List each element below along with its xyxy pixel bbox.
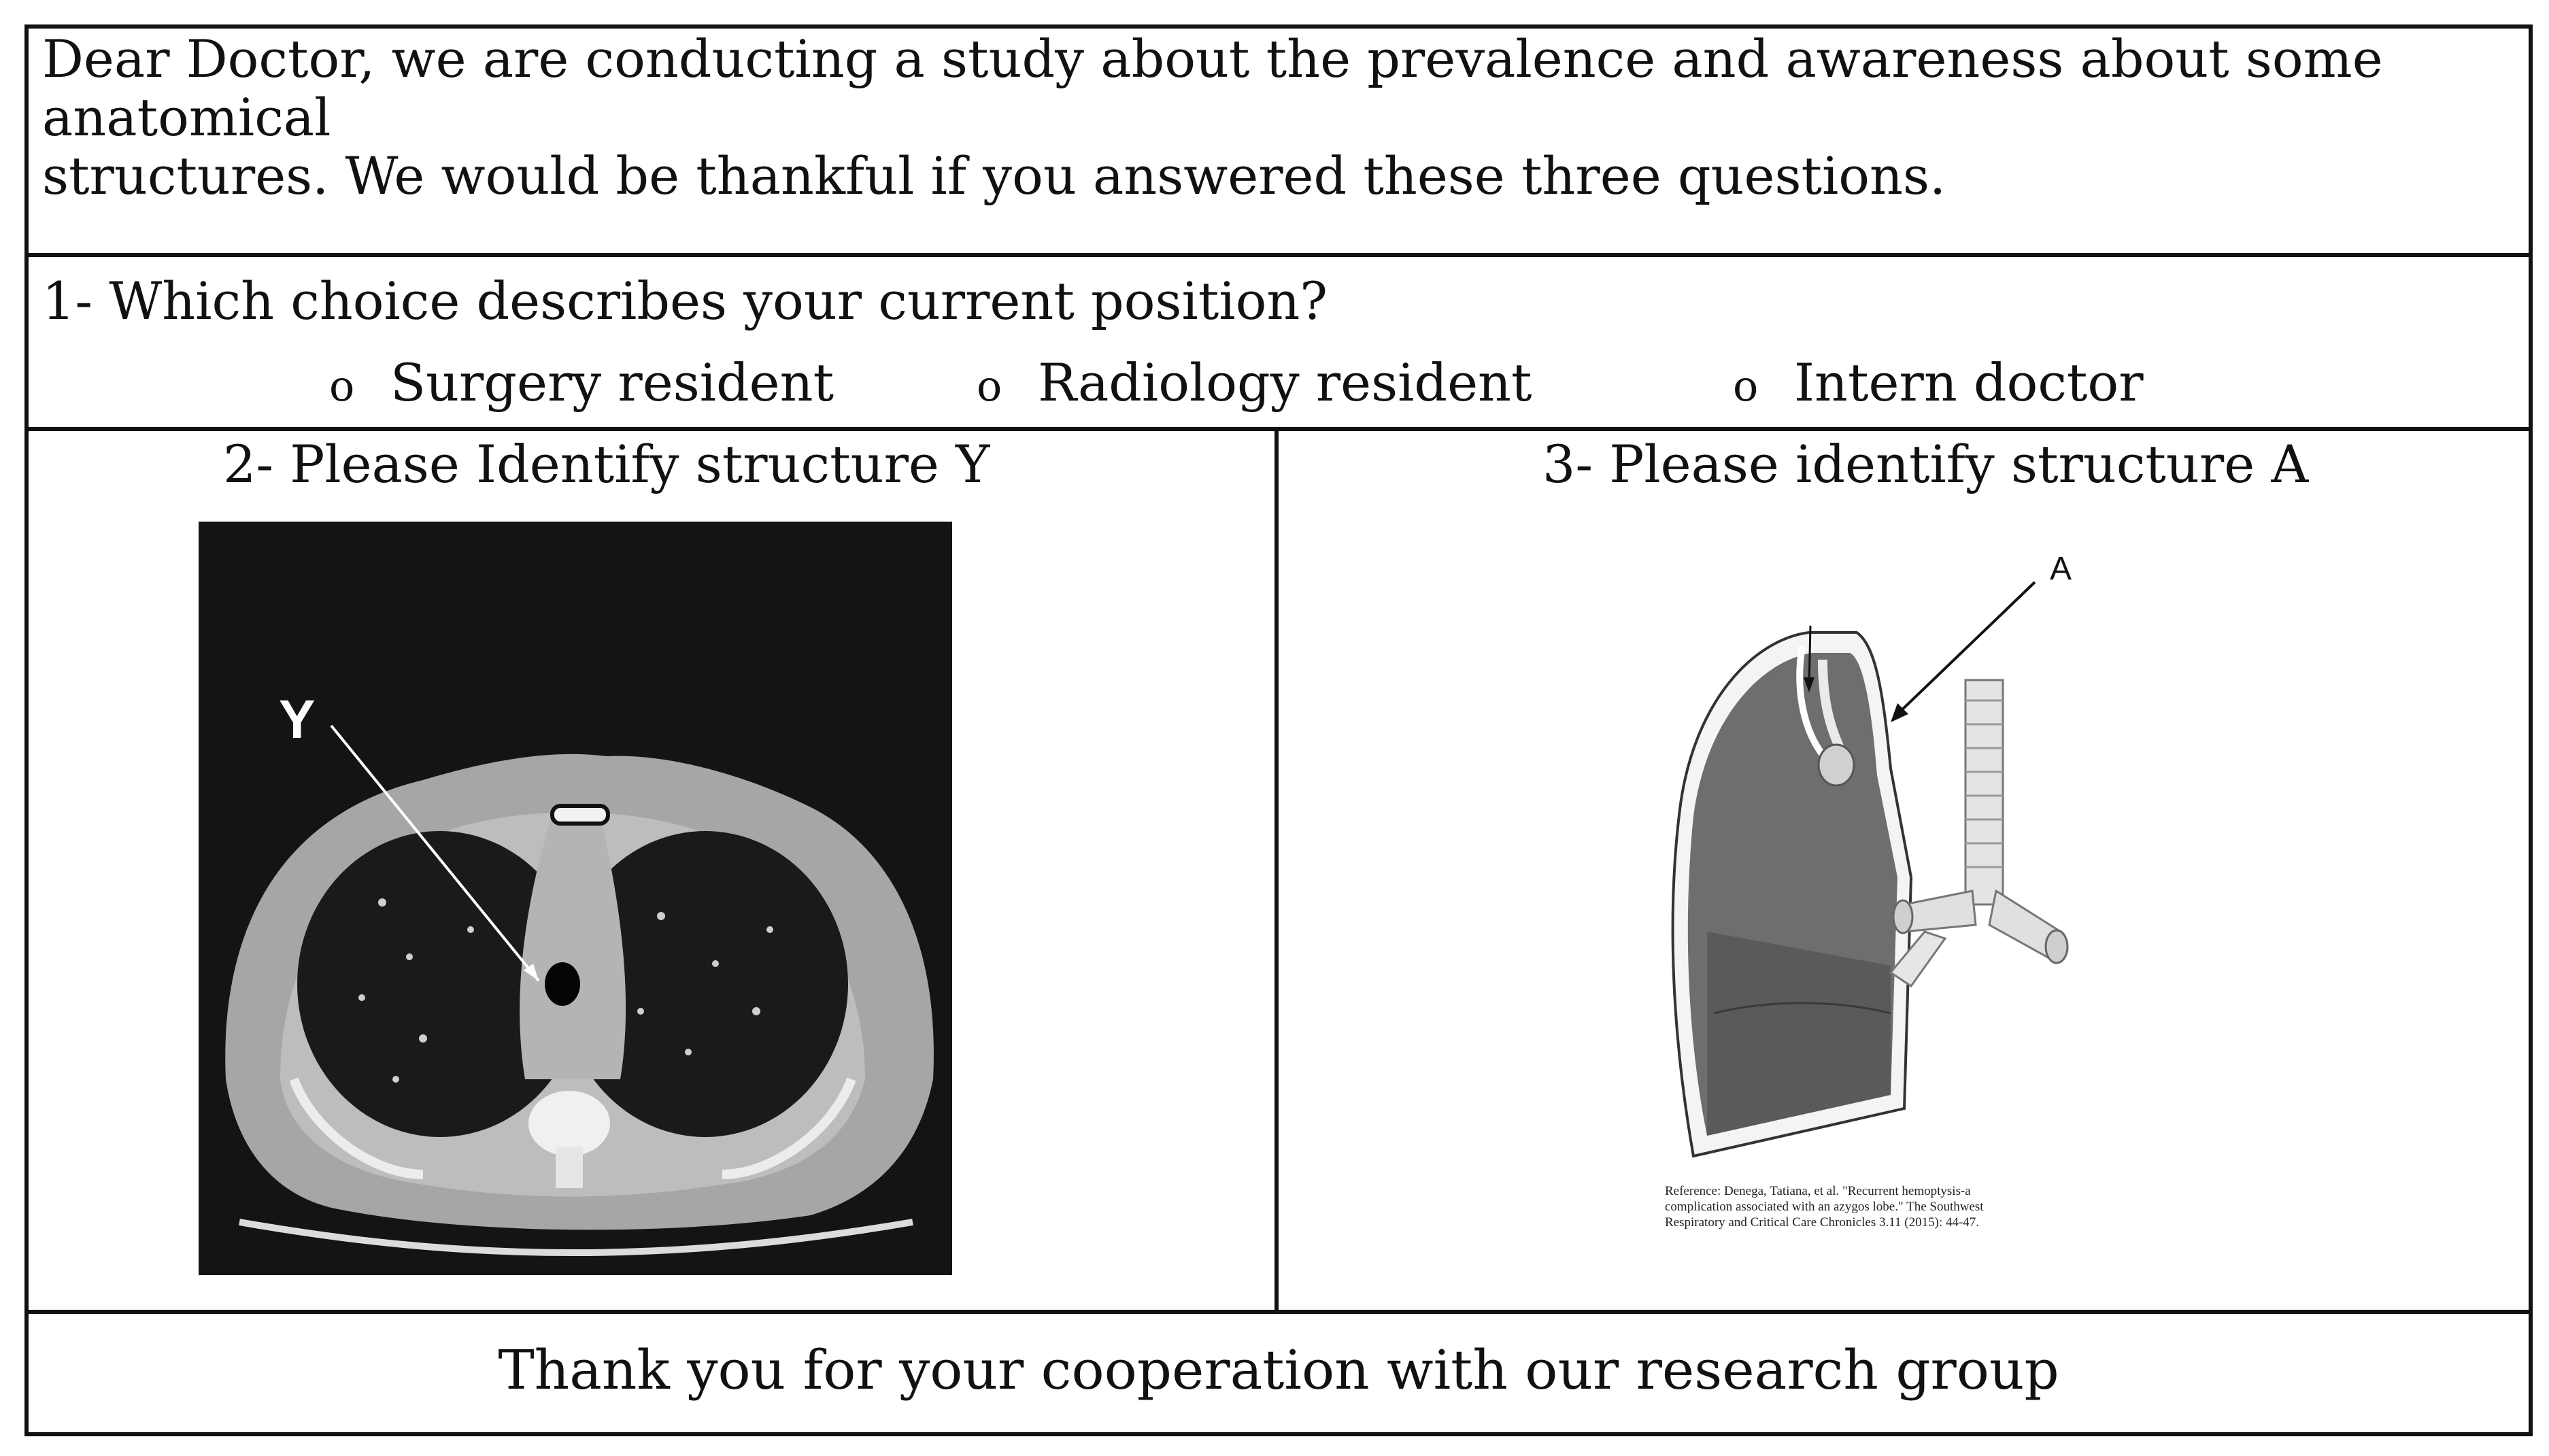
intro-text: [42, 30, 2504, 205]
question-3-text: 3- Please identify structure A: [1542, 434, 2309, 494]
option-radiology-resident[interactable]: [977, 354, 1532, 416]
footer-thanks: Thank you for your cooperation with our research group: [498, 1338, 2059, 1402]
lung-diagram-image: [1619, 524, 2136, 1245]
reference-line-1: Reference: Denega, Tatiana, et al. "Recurrent hemoptysis-a: [1665, 1184, 1971, 1198]
option-surgery-resident[interactable]: [329, 354, 834, 416]
option-label: Intern doctor: [1794, 352, 2144, 413]
intro-line-1: Dear Doctor, we are conducting a study about the prevalence and awareness about some anatomical: [42, 29, 2383, 148]
ct-label-y: Y: [279, 689, 316, 749]
question-1-text: 1- Which choice describes your current position?: [42, 271, 1328, 331]
ct-scan-image: [199, 522, 952, 1275]
reference-line-2: complication associated with an azygos lobe." The Southwest: [1665, 1200, 1984, 1214]
option-label: Surgery resident: [390, 352, 834, 413]
option-bullet: o: [329, 361, 355, 411]
option-bullet: o: [1733, 361, 1759, 411]
diagram-reference: [1665, 1183, 2141, 1230]
option-bullet: o: [977, 361, 1002, 411]
reference-line-3: Respiratory and Critical Care Chronicles 3.11 (2015): 44-47.: [1665, 1215, 1980, 1230]
divider-intro: [24, 253, 2533, 257]
option-intern-doctor[interactable]: [1733, 354, 2144, 416]
intro-line-2: structures. We would be thankful if you answered these three questions.: [42, 146, 1946, 206]
divider-question1: [24, 427, 2533, 431]
divider-columns: [1274, 431, 1279, 1310]
option-label: Radiology resident: [1038, 352, 1532, 413]
diagram-label-a: A: [2050, 551, 2072, 587]
question-2-text: 2- Please Identify structure Y: [223, 434, 990, 494]
divider-images: [24, 1310, 2533, 1314]
